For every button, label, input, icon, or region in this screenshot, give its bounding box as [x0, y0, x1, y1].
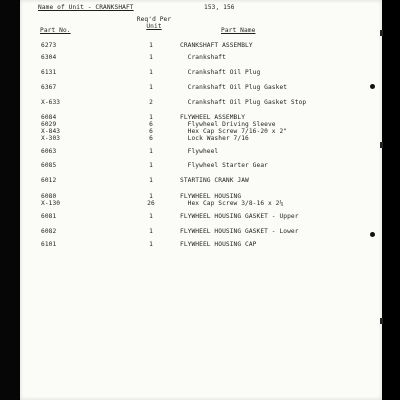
part-number: 6063 — [41, 148, 57, 155]
part-name: FLYWHEEL HOUSING — [180, 193, 242, 200]
part-name: Hex Cap Screw 7/16-20 x 2" — [180, 128, 288, 135]
part-name: Crankshaft Oil Plug Gasket — [180, 84, 288, 91]
binder-mark — [380, 30, 383, 36]
part-name: FLYWHEEL HOUSING GASKET - Lower — [180, 228, 299, 235]
part-number: 6029 — [41, 121, 57, 128]
part-number: X-303 — [41, 135, 61, 142]
quantity: 1 — [149, 177, 153, 184]
part-name: FLYWHEEL HOUSING CAP — [180, 241, 257, 248]
column-header-part-name: Part Name — [221, 27, 256, 34]
part-name: CRANKSHAFT ASSEMBLY — [180, 42, 253, 49]
quantity: 1 — [149, 84, 153, 91]
part-name: Crankshaft Oil Plug — [180, 69, 261, 76]
binder-hole — [370, 84, 375, 89]
scan-right-border — [382, 0, 400, 400]
part-number: 6085 — [41, 162, 57, 169]
part-name: FLYWHEEL HOUSING GASKET - Upper — [180, 213, 299, 220]
column-header-reqd-unit: Unit — [146, 23, 162, 30]
quantity: 26 — [147, 200, 155, 207]
part-name: Lock Washer 7/16 — [180, 135, 249, 142]
part-number: 6273 — [41, 42, 57, 49]
part-name: Flywheel — [180, 148, 219, 155]
part-name: Crankshaft — [180, 54, 226, 61]
part-number: X-633 — [41, 99, 61, 106]
part-number: 6082 — [41, 228, 57, 235]
part-number: X-843 — [41, 128, 61, 135]
quantity: 1 — [149, 54, 153, 61]
part-number: 6131 — [41, 69, 57, 76]
quantity: 1 — [149, 241, 153, 248]
quantity: 1 — [149, 213, 153, 220]
column-header-part-no: Part No. — [40, 27, 71, 34]
part-name: Flywheel Starter Gear — [180, 162, 268, 169]
quantity: 1 — [149, 69, 153, 76]
column-header-reqd: Req'd Per — [136, 16, 172, 23]
quantity: 6 — [149, 128, 153, 135]
quantity: 6 — [149, 121, 153, 128]
part-number: 6080 — [41, 193, 57, 200]
part-name: Flywheel Driving Sleeve — [180, 121, 276, 128]
part-number: 6101 — [41, 241, 57, 248]
part-number: 6367 — [41, 84, 57, 91]
part-name: STARTING CRANK JAW — [180, 177, 249, 184]
part-name: Hex Cap Screw 3/8-16 x 2¼ — [180, 200, 284, 207]
quantity: 1 — [149, 228, 153, 235]
binder-hole — [370, 232, 375, 237]
binder-mark — [380, 318, 383, 324]
quantity: 6 — [149, 135, 153, 142]
unit-name-header: Name of Unit - CRANKSHAFT — [38, 4, 134, 11]
quantity: 1 — [149, 42, 153, 49]
model-numbers: 153, 156 — [204, 4, 235, 11]
part-number: X-130 — [41, 200, 61, 207]
part-number: 6012 — [41, 177, 57, 184]
part-number: 6081 — [41, 213, 57, 220]
quantity: 1 — [149, 193, 153, 200]
quantity: 2 — [149, 99, 153, 106]
part-number: 6084 — [41, 114, 57, 121]
part-name: FLYWHEEL ASSEMBLY — [180, 114, 246, 121]
scan-left-border — [0, 0, 20, 400]
quantity: 1 — [149, 148, 153, 155]
part-number: 6304 — [41, 54, 57, 61]
binder-mark — [380, 142, 383, 148]
quantity: 1 — [149, 162, 153, 169]
quantity: 1 — [149, 114, 153, 121]
part-name: Crankshaft Oil Plug Gasket Stop — [180, 99, 307, 106]
